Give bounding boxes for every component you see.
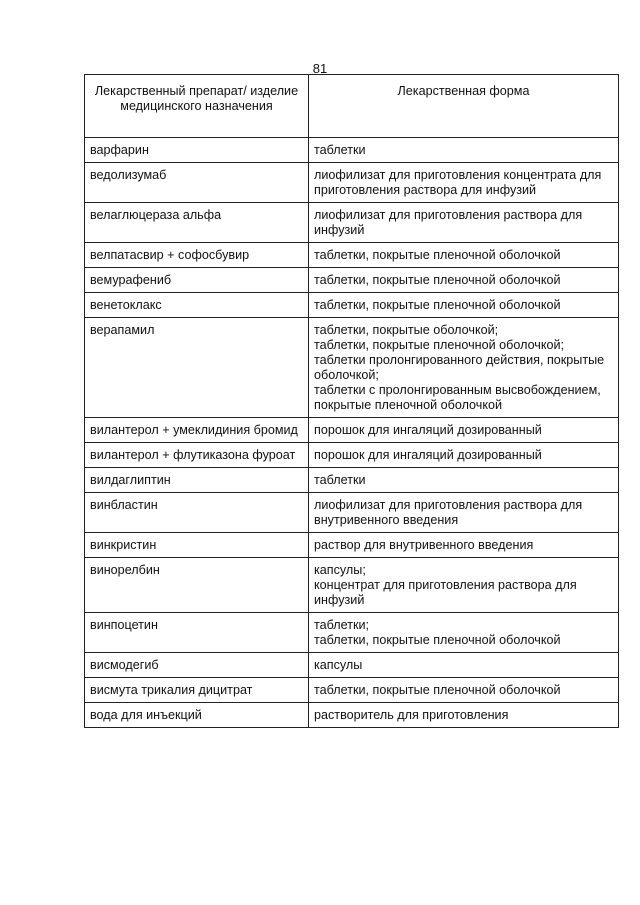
drug-name-cell: верапамил	[85, 318, 309, 418]
dosage-form-cell	[309, 443, 619, 468]
dosage-form-cell	[309, 558, 619, 613]
table-row	[85, 533, 619, 558]
dosage-form-line: концентрат для приготовления раствора для инфузий	[314, 578, 577, 607]
table-row	[85, 468, 619, 493]
drug-name-cell: венетоклакс	[85, 293, 309, 318]
header-form: Лекарственная форма	[309, 75, 619, 138]
table-row	[85, 418, 619, 443]
dosage-form-cell	[309, 468, 619, 493]
dosage-form-cell	[309, 268, 619, 293]
dosage-form-line: лиофилизат для приготовления раствора для инфузий	[314, 208, 583, 237]
drug-name-cell: винкристин	[85, 533, 309, 558]
dosage-form-line: таблетки пролонгированного действия, покрытые оболочкой;	[314, 353, 605, 382]
page-number: 81	[312, 61, 328, 76]
dosage-form-cell	[309, 493, 619, 533]
table-row	[85, 703, 619, 728]
drug-name-cell: висмодегиб	[85, 653, 309, 678]
table-row	[85, 318, 619, 418]
dosage-form-cell	[309, 653, 619, 678]
dosage-form-cell	[309, 613, 619, 653]
dosage-form-line: таблетки;	[314, 618, 370, 632]
dosage-form-line: таблетки, покрытые пленочной оболочкой	[314, 273, 561, 287]
dosage-form-line: таблетки, покрытые оболочкой;	[314, 323, 499, 337]
table-row	[85, 268, 619, 293]
table-header-row	[85, 75, 619, 138]
dosage-form-line: таблетки, покрытые пленочной оболочкой	[314, 298, 561, 312]
header-drug: Лекарственный препарат/ изделие медицинского назначения	[85, 75, 309, 138]
table-row	[85, 243, 619, 268]
drug-name-cell: вилантерол + флутиказона фуроат	[85, 443, 309, 468]
table-row	[85, 558, 619, 613]
drug-table	[84, 74, 619, 728]
dosage-form-line: таблетки, покрытые пленочной оболочкой	[314, 633, 561, 647]
dosage-form-cell	[309, 163, 619, 203]
table-row	[85, 493, 619, 533]
drug-name-cell: висмута трикалия дицитрат	[85, 678, 309, 703]
dosage-form-line: таблетки с пролонгированным высвобождением, покрытые пленочной оболочкой	[314, 383, 601, 412]
dosage-form-line: капсулы	[314, 658, 363, 672]
dosage-form-cell	[309, 318, 619, 418]
table-row	[85, 293, 619, 318]
drug-name-cell: винбластин	[85, 493, 309, 533]
dosage-form-cell	[309, 203, 619, 243]
drug-name-cell: велпатасвир + софосбувир	[85, 243, 309, 268]
dosage-form-line: таблетки	[314, 473, 366, 487]
dosage-form-line: таблетки, покрытые пленочной оболочкой;	[314, 338, 565, 352]
dosage-form-line: таблетки	[314, 143, 366, 157]
drug-name-cell: ведолизумаб	[85, 163, 309, 203]
dosage-form-cell	[309, 703, 619, 728]
table-row	[85, 678, 619, 703]
dosage-form-line: таблетки, покрытые пленочной оболочкой	[314, 248, 561, 262]
table-row	[85, 138, 619, 163]
dosage-form-line: порошок для ингаляций дозированный	[314, 423, 542, 437]
drug-name-cell: вилдаглиптин	[85, 468, 309, 493]
dosage-form-cell	[309, 293, 619, 318]
dosage-form-line: капсулы;	[314, 563, 366, 577]
dosage-form-line: лиофилизат для приготовления раствора для внутривенного введения	[314, 498, 583, 527]
table-row	[85, 613, 619, 653]
dosage-form-cell	[309, 678, 619, 703]
table-row	[85, 163, 619, 203]
dosage-form-cell	[309, 418, 619, 443]
dosage-form-line: таблетки, покрытые пленочной оболочкой	[314, 683, 561, 697]
dosage-form-line: раствор для внутривенного введения	[314, 538, 534, 552]
drug-name-cell: вемурафениб	[85, 268, 309, 293]
dosage-form-cell	[309, 138, 619, 163]
drug-name-cell: винпоцетин	[85, 613, 309, 653]
drug-name-cell: велаглюцераза альфа	[85, 203, 309, 243]
drug-name-cell: вилантерол + умеклидиния бромид	[85, 418, 309, 443]
dosage-form-line: лиофилизат для приготовления концентрата для приготовления раствора для инфузий	[314, 168, 602, 197]
dosage-form-cell	[309, 533, 619, 558]
drug-name-cell: варфарин	[85, 138, 309, 163]
table-row	[85, 203, 619, 243]
drug-name-cell: винорелбин	[85, 558, 309, 613]
dosage-form-line: растворитель для приготовления	[314, 708, 509, 722]
drug-name-cell: вода для инъекций	[85, 703, 309, 728]
dosage-form-line: порошок для ингаляций дозированный	[314, 448, 542, 462]
table-row	[85, 443, 619, 468]
table-row	[85, 653, 619, 678]
dosage-form-cell	[309, 243, 619, 268]
